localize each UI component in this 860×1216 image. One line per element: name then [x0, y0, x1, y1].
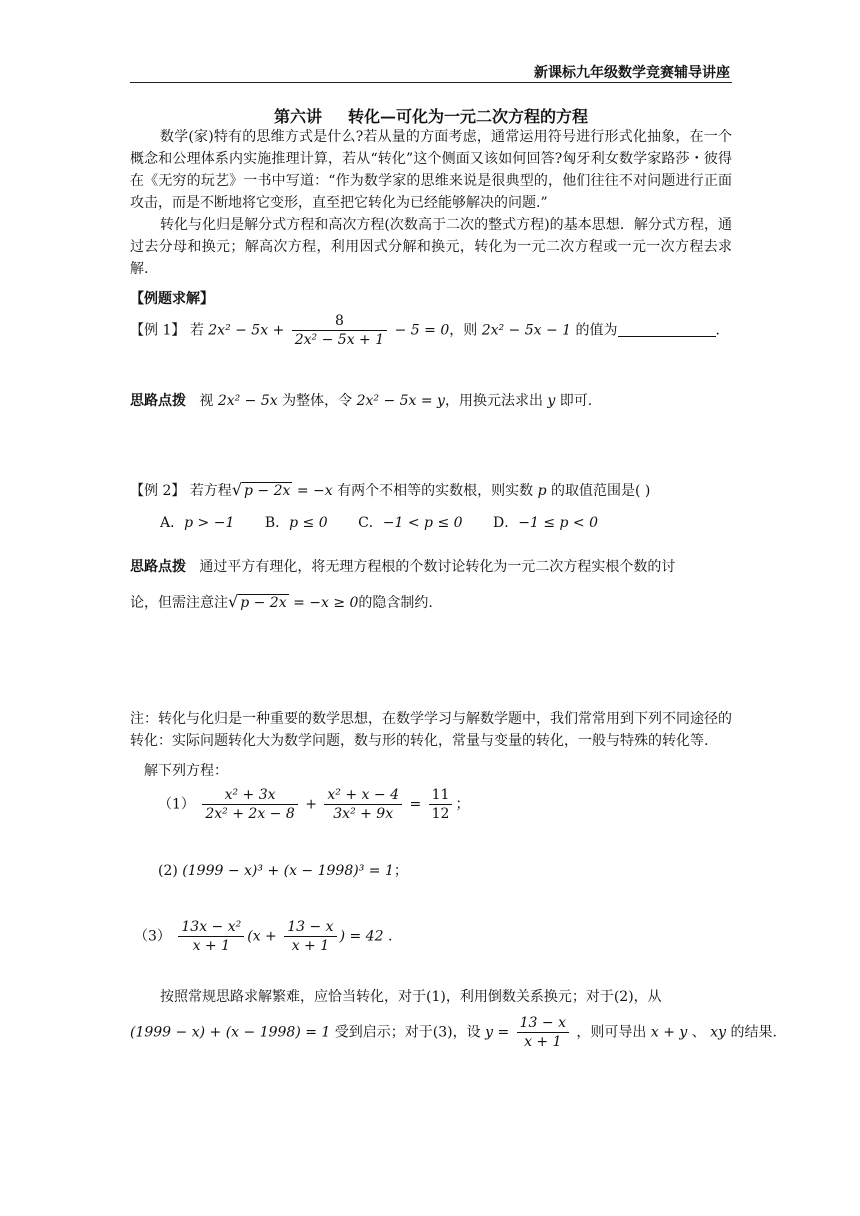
example-2-text-2: 有两个不相等的实数根，则实数: [337, 483, 534, 499]
hint-1: [130, 390, 592, 410]
hint-2-text-3: 的隐含制约.: [358, 595, 433, 611]
running-header: 新课标九年级数学竞赛辅导讲座: [534, 65, 730, 81]
option-c-expr: −1 < p ≤ 0: [382, 515, 463, 531]
section-heading: 【例题求解】: [130, 291, 214, 307]
hint-3-line-1: 按照常规思路求解繁难，应恰当转化，对于(1)，利用倒数关系换元；对于(2)，从: [160, 989, 662, 1005]
intro-paragraph-1: 数学(家)特有的思维方式是什么?若从量的方面考虑，通常运用符号进行形式化抽象，在一个概念和公理体系内实施推理计算，若从“转化”这个侧面又该如何回答?匈牙利女数学家路莎・彼得在《无穷的玩艺》一书中写道：“作为数学家的思维来说是很典型的，他们往往不对问题进行正面攻击，而是不断地将它变形，直至把它转化为已经能够解决的问题.”: [130, 129, 732, 211]
hint-2-rhs: = −x ≥ 0: [293, 595, 359, 611]
eq-1-equals: =: [409, 796, 422, 813]
example-2-text-3: 的取值范围是( ): [551, 483, 651, 499]
header-rule: [130, 82, 732, 83]
example-1-label: 【例 1】: [130, 322, 186, 339]
hint-2-text-1: 通过平方有理化，将无理方程根的个数讨论转化为一元二次方程实根个数的讨: [199, 559, 676, 575]
eq-1-fraction-3: [429, 786, 453, 823]
hint-1-math-2: 2x² − 5x = y: [356, 393, 445, 409]
hint-1-text-1: 视: [199, 393, 214, 409]
option-a-expr: p > −1: [184, 515, 235, 531]
hint-3-line-2: [130, 1014, 777, 1051]
hint-2-radicand: p − 2x: [240, 595, 287, 611]
hint-3-math-3: x + y: [650, 1024, 688, 1041]
example-1-lead: 若: [189, 322, 204, 339]
note-paragraph: 注：转化与化归是一种重要的数学思想，在数学学习与解数学题中，我们常常用到下列不同途径的转化：实际问题转化大为数学问题，数与形的转化，常量与变量的转化，一般与特殊的转化等.: [130, 711, 732, 749]
eq-3-fraction-1: [178, 918, 244, 955]
example-1-frac-den: 2x² − 5x + 1: [294, 332, 385, 348]
example-1-mid: ，则: [449, 322, 478, 339]
eq-3-label: （3）: [134, 928, 171, 945]
eq-3-end: .: [387, 928, 393, 945]
eq-2-label: (2): [158, 863, 178, 879]
radical-sign: √: [231, 480, 243, 499]
eq-3-f1-den: x + 1: [192, 938, 231, 954]
hint-3-text-2: ，则可导出: [576, 1024, 647, 1041]
example-1-eq-right: − 5 = 0: [394, 322, 450, 339]
eq-1-f2-num: x² + x − 4: [324, 786, 402, 805]
example-1-fraction: [292, 312, 387, 349]
hint-1-text-3: ，用换元法求出: [444, 393, 543, 409]
exercise-equation-2: [158, 860, 408, 880]
option-d: [493, 512, 598, 532]
example-2-label: 【例 2】: [130, 483, 186, 499]
hint-1-math-3: y: [547, 393, 556, 409]
option-d-expr: −1 ≤ p < 0: [518, 515, 599, 531]
intro-paragraph-2: 转化与化归是解分式方程和高次方程(次数高于二次的整式方程)的基本思想．解分式方程，通过去分母和换元；解高次方程，利用因式分解和换元，转化为一元二次方程或一元一次方程去求解.: [130, 217, 732, 277]
eq-1-fraction-1: [202, 786, 297, 823]
eq-1-fraction-2: [324, 786, 402, 823]
hint-3-frac-num: 13 − x: [517, 1014, 569, 1033]
option-a-letter: A．: [160, 515, 185, 531]
hint-3-text-3: 的结果.: [730, 1024, 777, 1041]
eq-1-end: ；: [455, 796, 470, 813]
example-1-eq-left: 2x² − 5x +: [208, 322, 285, 339]
hint-2-line-1: [130, 556, 675, 576]
lecture-number: 第六讲: [273, 107, 322, 126]
eq-1-f1-den: 2x² + 2x − 8: [205, 806, 295, 822]
option-a: [160, 512, 234, 532]
hint-3-math-2: y =: [485, 1024, 510, 1041]
lecture-topic: 转化—可化为一元二次方程的方程: [348, 107, 589, 126]
hint-3-frac-den: x + 1: [524, 1034, 562, 1050]
example-1-target: 2x² − 5x − 1: [481, 322, 572, 339]
eq-1-f3-den: 12: [431, 806, 450, 822]
example-2-var: p: [537, 483, 547, 499]
example-2: [130, 480, 650, 500]
eq-2-expr: (1999 − x)³ + (x − 1998)³ = 1: [182, 863, 394, 879]
radical-sign: √: [228, 592, 239, 611]
answer-blank: [618, 322, 716, 337]
hint-3-sep: 、: [691, 1024, 706, 1041]
hint-2-line-2: [130, 592, 433, 612]
lecture-title: [130, 104, 732, 127]
option-d-letter: D．: [493, 515, 519, 531]
example-2-text-1: 若方程: [189, 483, 232, 499]
eq-1-label: （1）: [158, 796, 195, 813]
eq-3-f2-num: 13 − x: [284, 918, 336, 937]
option-c-letter: C．: [358, 515, 383, 531]
hint-1-label: 思路点拨: [130, 393, 186, 409]
hint-2-text-2: 论，但需注意注: [130, 595, 228, 611]
example-2-radicand: p − 2x: [244, 483, 291, 499]
exercise-equation-1: [158, 786, 469, 823]
example-1-tail: 的值为: [575, 322, 618, 339]
eq-1-f1-num: x² + 3x: [202, 786, 297, 805]
eq-3-close: ) = 42: [339, 928, 384, 945]
example-2-options: [160, 512, 624, 532]
eq-1-plus: +: [305, 796, 317, 813]
hint-1-math-1: 2x² − 5x: [217, 393, 278, 409]
hint-3-math-4: xy: [710, 1024, 727, 1041]
option-b: [265, 512, 328, 532]
option-c: [358, 512, 463, 532]
eq-2-end: ；: [393, 863, 408, 879]
option-b-letter: B．: [264, 515, 290, 531]
example-1-frac-num: 8: [292, 312, 387, 331]
hint-3-fraction: [517, 1014, 569, 1051]
option-b-expr: p ≤ 0: [289, 515, 328, 531]
hint-1-text-2: 为整体，令: [282, 393, 353, 409]
exercise-intro: 解下列方程：: [144, 763, 228, 779]
eq-3-f2-den: x + 1: [291, 938, 330, 954]
hint-3-text-1: 受到启示；对于(3)，设: [334, 1024, 481, 1041]
example-1: [130, 312, 720, 349]
example-1-end: .: [715, 322, 720, 339]
eq-3-f1-num: 13x − x²: [178, 918, 244, 937]
example-2-rhs: = −x: [296, 483, 333, 499]
eq-1-f2-den: 3x² + 9x: [333, 806, 394, 822]
hint-3-math-1: (1999 − x) + (x − 1998) = 1: [130, 1024, 331, 1041]
exercise-equation-3: [134, 918, 392, 955]
hint-1-text-4: 即可.: [559, 393, 593, 409]
eq-1-f3-num: 11: [429, 786, 453, 805]
eq-3-open: (x +: [247, 928, 277, 945]
eq-3-fraction-2: [284, 918, 336, 955]
hint-2-label: 思路点拨: [130, 559, 186, 575]
